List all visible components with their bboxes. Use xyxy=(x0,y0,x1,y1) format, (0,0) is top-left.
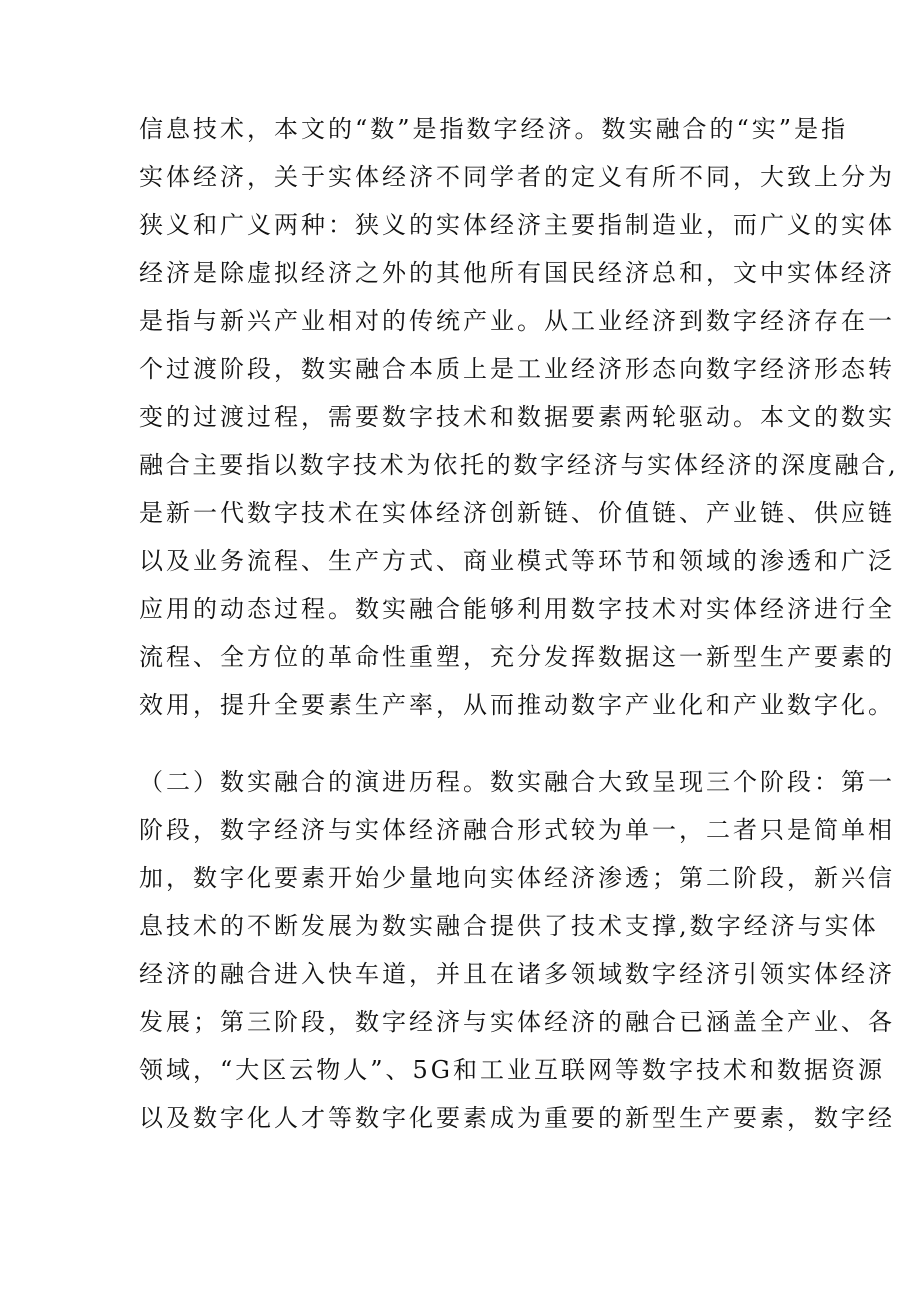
text-line: 个过渡阶段，数实融合本质上是工业经济形态向数字经济形态转 xyxy=(139,355,895,383)
text-line: 息技术的不断发展为数实融合提供了技术支撑,数字经济与实体 xyxy=(139,912,879,940)
text-line: 信息技术，本文的“数”是指数字经济。数实融合的“实”是指 xyxy=(139,115,849,143)
text-line: 领域，“大区云物人”、5G和工业互联网等数字技术和数据资源 xyxy=(139,1056,885,1084)
text-line: 实体经济，关于实体经济不同学者的定义有所不同，大致上分为 xyxy=(139,163,895,191)
text-line: 效用，提升全要素生产率，从而推动数字产业化和产业数字化。 xyxy=(139,691,895,719)
text-line: 狭义和广义两种：狭义的实体经济主要指制造业，而广义的实体 xyxy=(139,211,895,239)
text-line: 是新一代数字技术在实体经济创新链、价值链、产业链、供应链 xyxy=(139,499,895,527)
text-line: 变的过渡过程，需要数字技术和数据要素两轮驱动。本文的数实 xyxy=(139,403,895,431)
text-line: 经济的融合进入快车道，并且在诸多领域数字经济引领实体经济 xyxy=(139,960,895,988)
text-line: 流程、全方位的革命性重塑，充分发挥数据这一新型生产要素的 xyxy=(139,643,895,671)
text-line: 经济是除虚拟经济之外的其他所有国民经济总和，文中实体经济 xyxy=(139,259,895,287)
text-line: 以及数字化人才等数字化要素成为重要的新型生产要素，数字经 xyxy=(139,1104,895,1132)
text-line: 发展；第三阶段，数字经济与实体经济的融合已涵盖全产业、各 xyxy=(139,1008,895,1036)
text-line: 融合主要指以数字技术为依托的数字经济与实体经济的深度融合, xyxy=(139,451,899,479)
text-line: 阶段，数字经济与实体经济融合形式较为单一，二者只是简单相 xyxy=(139,816,895,844)
text-line: （二）数实融合的演进历程。数实融合大致呈现三个阶段：第一 xyxy=(139,768,895,796)
text-line: 是指与新兴产业相对的传统产业。从工业经济到数字经济存在一 xyxy=(139,307,895,335)
text-line: 以及业务流程、生产方式、商业模式等环节和领域的渗透和广泛 xyxy=(139,547,895,575)
text-line: 加，数字化要素开始少量地向实体经济渗透；第二阶段，新兴信 xyxy=(139,864,895,892)
text-line: 应用的动态过程。数实融合能够利用数字技术对实体经济进行全 xyxy=(139,595,895,623)
